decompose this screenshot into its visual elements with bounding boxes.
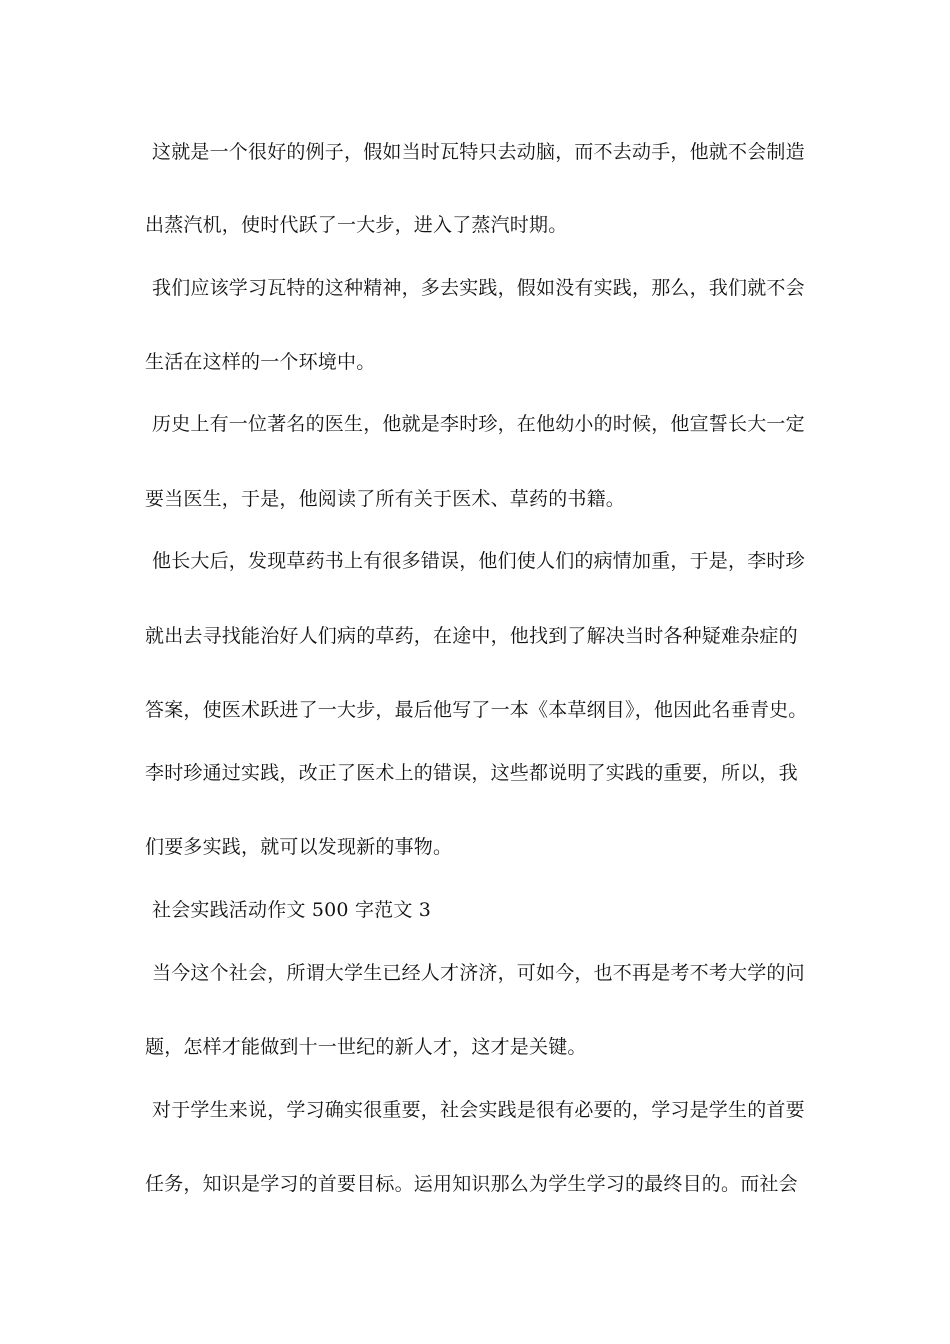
paragraph-line: 我们应该学习瓦特的这种精神，多去实践，假如没有实践，那么，我们就不会 [152, 277, 805, 299]
paragraph-line: 们要多实践，就可以发现新的事物。 [145, 836, 453, 858]
paragraph-line: 对于学生来说，学习确实很重要，社会实践是很有必要的，学习是学生的首要 [152, 1099, 805, 1121]
paragraph-line: 当今这个社会，所谓大学生已经人才济济，可如今，也不再是考不考大学的问 [152, 962, 805, 984]
section-heading: 社会实践活动作文 500 字范文 3 [152, 899, 432, 921]
paragraph-line: 出蒸汽机，使时代跃了一大步，进入了蒸汽时期。 [145, 214, 568, 236]
paragraph-line: 历史上有一位著名的医生，他就是李时珍，在他幼小的时候，他宣誓长大一定 [152, 413, 805, 435]
paragraph-line: 生活在这样的一个环境中。 [145, 351, 376, 373]
paragraph-line: 就出去寻找能治好人们病的草药，在途中，他找到了解决当时各种疑难杂症的 [145, 625, 798, 647]
paragraph-line: 他长大后，发现草药书上有很多错误，他们使人们的病情加重，于是，李时珍 [152, 550, 805, 572]
paragraph-line: 李时珍通过实践，改正了医术上的错误，这些都说明了实践的重要，所以，我 [145, 762, 798, 784]
paragraph-line: 要当医生，于是，他阅读了所有关于医术、草药的书籍。 [145, 488, 626, 510]
paragraph-line: 任务，知识是学习的首要目标。运用知识那么为学生学习的最终目的。而社会 [145, 1173, 798, 1195]
paragraph-line: 答案，使医术跃进了一大步，最后他写了一本《本草纲目》，他因此名垂青史。 [145, 699, 808, 721]
paragraph-line: 题，怎样才能做到十一世纪的新人才，这才是关键。 [145, 1036, 587, 1058]
paragraph-line: 这就是一个很好的例子，假如当时瓦特只去动脑，而不去动手，他就不会制造 [152, 141, 805, 163]
